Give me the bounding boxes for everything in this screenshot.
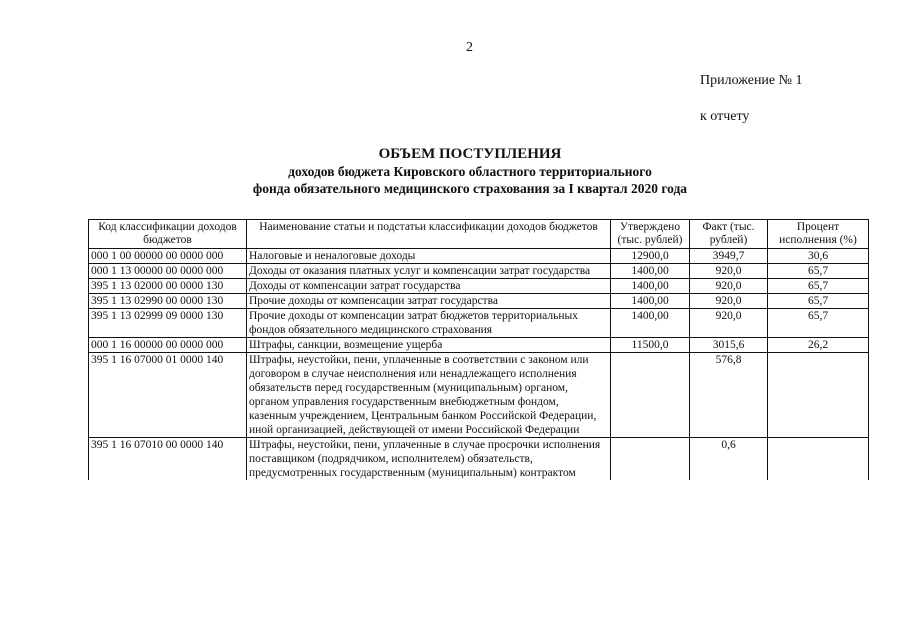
- table-row: [89, 338, 869, 353]
- row-percent: 65,7: [768, 279, 869, 294]
- row-name: Прочие доходы от компенсации затрат государства: [247, 294, 611, 309]
- table-row: [89, 264, 869, 279]
- table-header-row: [89, 220, 869, 249]
- row-fact: 576,8: [690, 353, 768, 438]
- row-code: 395 1 13 02999 09 0000 130: [89, 309, 247, 338]
- row-approved: 1400,00: [611, 279, 690, 294]
- header-name: Наименование статьи и подстатьи классификации доходов бюджетов: [247, 220, 611, 249]
- row-percent: 65,7: [768, 294, 869, 309]
- row-fact: 0,6: [690, 438, 768, 481]
- row-approved: [611, 438, 690, 481]
- title-main: ОБЪЕМ ПОСТУПЛЕНИЯ: [378, 146, 562, 162]
- table-row: [89, 279, 869, 294]
- header-code: Код классификации доходов бюджетов: [89, 220, 247, 249]
- row-fact: 3015,6: [690, 338, 768, 353]
- row-percent: [768, 353, 869, 438]
- row-fact: 920,0: [690, 294, 768, 309]
- row-fact: 920,0: [690, 279, 768, 294]
- income-table: [88, 219, 869, 480]
- row-code: 000 1 00 00000 00 0000 000: [89, 249, 247, 264]
- to-report-label: к отчету: [700, 109, 750, 124]
- row-percent: 30,6: [768, 249, 869, 264]
- row-fact: 920,0: [690, 264, 768, 279]
- table-row: [89, 438, 869, 481]
- row-approved: 12900,0: [611, 249, 690, 264]
- row-code: 000 1 16 00000 00 0000 000: [89, 338, 247, 353]
- row-name: Прочие доходы от компенсации затрат бюджетов территориальных фондов обязательного медицинского страхования: [247, 309, 611, 338]
- title-line-2: доходов бюджета Кировского областного территориального: [288, 164, 652, 179]
- table-row: [89, 294, 869, 309]
- row-name: Штрафы, неустойки, пени, уплаченные в соответствии с законом или договором в случае неисполнения или ненадлежащего исполнения обязательств перед государственным (муниципальным) органом, органом управления государственным внебюджетным фондом, казенным учреждением, Центральным банком Российской Федерации, иной организацией, действующей от имени Российской Федерации: [247, 353, 611, 438]
- row-approved: 1400,00: [611, 294, 690, 309]
- row-name: Штрафы, неустойки, пени, уплаченные в случае просрочки исполнения поставщиком (подрядчиком, исполнителем) обязательств, предусмотренных государственным (муниципальным) контрактом: [247, 438, 611, 481]
- row-name: Доходы от оказания платных услуг и компенсации затрат государства: [247, 264, 611, 279]
- row-approved: 11500,0: [611, 338, 690, 353]
- appendix-label: Приложение № 1: [700, 73, 803, 88]
- row-code: 000 1 13 00000 00 0000 000: [89, 264, 247, 279]
- row-percent: 65,7: [768, 264, 869, 279]
- row-code: 395 1 13 02000 00 0000 130: [89, 279, 247, 294]
- row-approved: [611, 353, 690, 438]
- row-fact: 920,0: [690, 309, 768, 338]
- row-name: Налоговые и неналоговые доходы: [247, 249, 611, 264]
- header-percent: Процент исполнения (%): [768, 220, 869, 249]
- row-name: Доходы от компенсации затрат государства: [247, 279, 611, 294]
- row-percent: [768, 438, 869, 481]
- row-approved: 1400,00: [611, 309, 690, 338]
- row-code: 395 1 16 07000 01 0000 140: [89, 353, 247, 438]
- row-percent: 26,2: [768, 338, 869, 353]
- header-fact: Факт (тыс. рублей): [690, 220, 768, 249]
- document-title: [150, 146, 790, 197]
- table-row: [89, 353, 869, 438]
- row-percent: 65,7: [768, 309, 869, 338]
- row-name: Штрафы, санкции, возмещение ущерба: [247, 338, 611, 353]
- title-line-3: фонда обязательного медицинского страхования за I квартал 2020 года: [252, 181, 688, 196]
- row-code: 395 1 16 07010 00 0000 140: [89, 438, 247, 481]
- row-approved: 1400,00: [611, 264, 690, 279]
- page-number: 2: [466, 40, 473, 55]
- row-fact: 3949,7: [690, 249, 768, 264]
- table-row: [89, 249, 869, 264]
- header-approved: Утверждено (тыс. рублей): [611, 220, 690, 249]
- row-code: 395 1 13 02990 00 0000 130: [89, 294, 247, 309]
- table-row: [89, 309, 869, 338]
